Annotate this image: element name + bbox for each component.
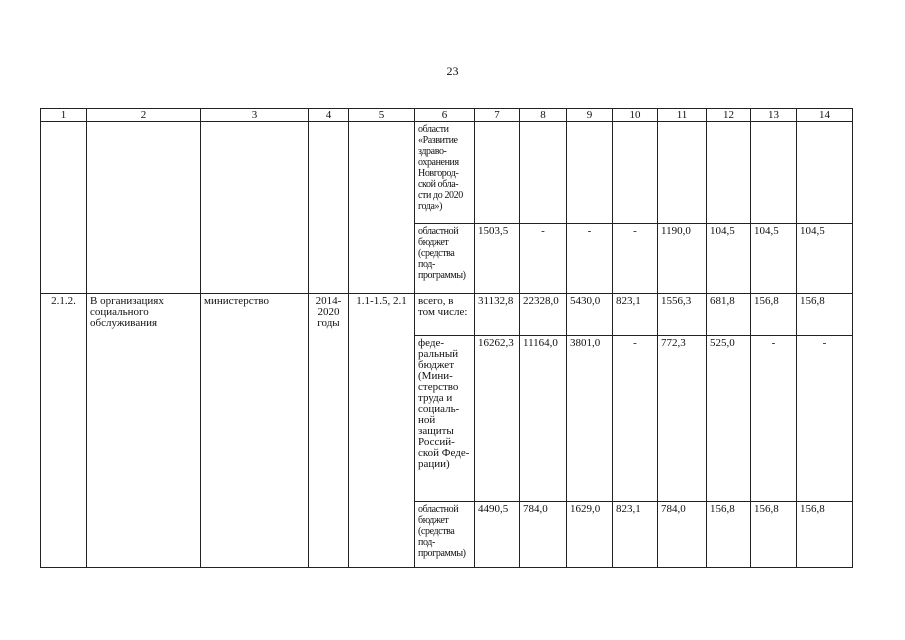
header-cell: 6: [415, 109, 475, 122]
value-cell: 784,0: [520, 502, 567, 568]
table-cell: [309, 122, 349, 294]
header-cell: 7: [475, 109, 520, 122]
value-cell: -: [797, 336, 853, 502]
value-cell: 5430,0: [567, 294, 613, 336]
value-cell: 22328,0: [520, 294, 567, 336]
header-row: [41, 109, 853, 122]
value-cell: 1629,0: [567, 502, 613, 568]
value-cell: 104,5: [751, 224, 797, 294]
value-cell: 156,8: [751, 294, 797, 336]
value-cell: [520, 122, 567, 224]
value-cell: [707, 122, 751, 224]
funding-source-cell: областной бюджет (средства под-программы): [415, 224, 475, 294]
value-cell: 156,8: [797, 502, 853, 568]
value-cell: -: [567, 224, 613, 294]
value-cell: 3801,0: [567, 336, 613, 502]
value-cell: 4490,5: [475, 502, 520, 568]
header-cell: 5: [349, 109, 415, 122]
header-cell: 3: [201, 109, 309, 122]
header-cell: 4: [309, 109, 349, 122]
value-cell: -: [751, 336, 797, 502]
header-cell: 11: [658, 109, 707, 122]
table-row: [41, 294, 853, 336]
value-cell: [658, 122, 707, 224]
header-cell: 14: [797, 109, 853, 122]
item-name-cell: В организациях социального обслуживания: [87, 294, 201, 568]
value-cell: [751, 122, 797, 224]
value-cell: 104,5: [797, 224, 853, 294]
value-cell: 11164,0: [520, 336, 567, 502]
header-cell: 9: [567, 109, 613, 122]
value-cell: 104,5: [707, 224, 751, 294]
funding-source-cell: областной бюджет (средства под-программы): [415, 502, 475, 568]
header-cell: 8: [520, 109, 567, 122]
table-cell: [41, 122, 87, 294]
funding-source-cell: всего, в том числе:: [415, 294, 475, 336]
value-cell: 681,8: [707, 294, 751, 336]
value-cell: [567, 122, 613, 224]
value-cell: 1556,3: [658, 294, 707, 336]
value-cell: 823,1: [613, 294, 658, 336]
value-cell: 1503,5: [475, 224, 520, 294]
value-cell: 823,1: [613, 502, 658, 568]
item-code-cell: 2.1.2.: [41, 294, 87, 568]
value-cell: [613, 122, 658, 224]
funding-source-cell: феде-ральный бюджет (Мини-стерство труда и социаль-ной защиты Россий-ской Феде-рации): [415, 336, 475, 502]
value-cell: 784,0: [658, 502, 707, 568]
value-cell: 525,0: [707, 336, 751, 502]
value-cell: -: [520, 224, 567, 294]
page-number: 23: [446, 64, 459, 78]
header-cell: 1: [41, 109, 87, 122]
table-row: [41, 122, 853, 224]
header-cell: 2: [87, 109, 201, 122]
value-cell: 31132,8: [475, 294, 520, 336]
value-cell: 16262,3: [475, 336, 520, 502]
executor-cell: министерство: [201, 294, 309, 568]
value-cell: -: [613, 224, 658, 294]
value-cell: [475, 122, 520, 224]
table-cell: [349, 122, 415, 294]
value-cell: 1190,0: [658, 224, 707, 294]
header-cell: 10: [613, 109, 658, 122]
period-cell: 2014-2020 годы: [309, 294, 349, 568]
value-cell: 156,8: [707, 502, 751, 568]
program-table: [40, 108, 853, 568]
header-cell: 12: [707, 109, 751, 122]
value-cell: -: [613, 336, 658, 502]
value-cell: 156,8: [797, 294, 853, 336]
table-cell: [201, 122, 309, 294]
value-cell: 772,3: [658, 336, 707, 502]
table-cell: [87, 122, 201, 294]
value-cell: [797, 122, 853, 224]
header-cell: 13: [751, 109, 797, 122]
value-cell: 156,8: [751, 502, 797, 568]
indicators-cell: 1.1-1.5, 2.1: [349, 294, 415, 568]
funding-source-cell: области «Развитие здраво-охранения Новгород-ской обла-сти до 2020 года»): [415, 122, 475, 224]
